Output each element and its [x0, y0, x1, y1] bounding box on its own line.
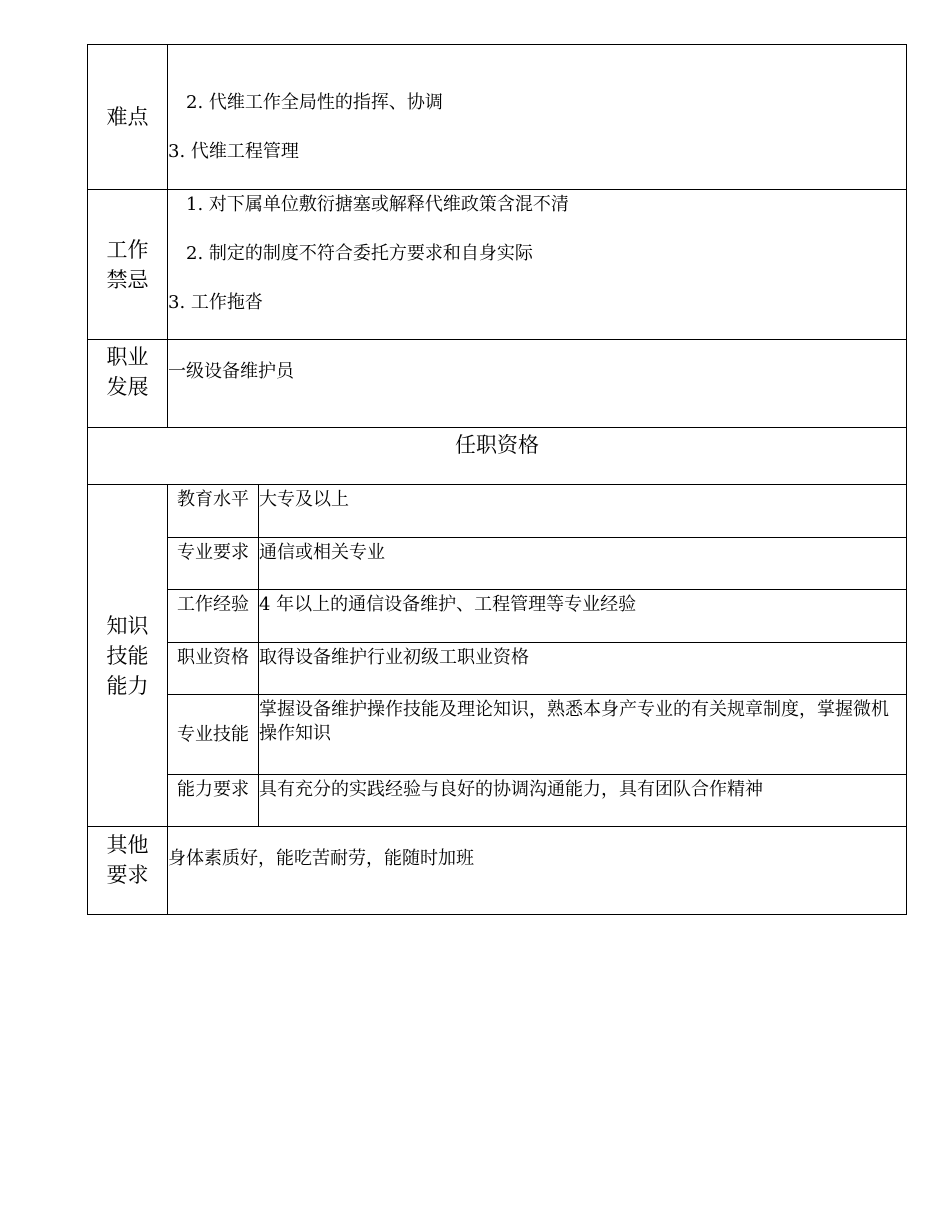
qualification-key: 职业资格 — [168, 643, 259, 695]
qualification-row — [88, 643, 907, 695]
qualification-value: 4 年以上的通信设备维护、工程管理等专业经验 — [259, 590, 907, 643]
qualifications-title: 任职资格 — [88, 428, 907, 485]
career-row — [88, 340, 907, 428]
qualification-row — [88, 538, 907, 590]
qualifications-title-row — [88, 428, 907, 485]
difficulty-label: 难点 — [88, 45, 168, 190]
qualification-row — [88, 590, 907, 643]
career-label: 职业发展 — [88, 340, 168, 428]
qualification-value: 取得设备维护行业初级工职业资格 — [259, 643, 907, 695]
qualification-value: 大专及以上 — [259, 485, 907, 538]
qualifications-group-label: 知识技能能力 — [88, 485, 168, 827]
other-label: 其他要求 — [88, 827, 168, 915]
qualification-key: 专业技能 — [168, 695, 259, 775]
qualification-value: 具有充分的实践经验与良好的协调沟通能力，具有团队合作精神 — [259, 775, 907, 827]
qualification-row — [88, 485, 907, 538]
taboos-content — [168, 190, 907, 340]
qualification-row — [88, 695, 907, 775]
qualification-key: 专业要求 — [168, 538, 259, 590]
difficulty-item: 3. 代维工程管理 — [168, 141, 299, 162]
qualification-key: 能力要求 — [168, 775, 259, 827]
career-content: 一级设备维护员 — [168, 340, 907, 428]
taboo-item: 1. 对下属单位敷衍搪塞或解释代维政策含混不清 — [186, 194, 569, 215]
qualification-key: 教育水平 — [168, 485, 259, 538]
taboo-item: 3. 工作拖沓 — [168, 292, 263, 313]
difficulty-item: 2. 代维工作全局性的指挥、协调 — [186, 92, 443, 113]
qualification-key: 工作经验 — [168, 590, 259, 643]
taboos-row — [88, 190, 907, 340]
qualification-value: 掌握设备维护操作技能及理论知识，熟悉本身产专业的有关规章制度，掌握微机操作知识 — [259, 695, 907, 775]
qualification-value: 通信或相关专业 — [259, 538, 907, 590]
job-description-table — [87, 44, 907, 915]
taboos-label: 工作禁忌 — [88, 190, 168, 340]
difficulty-content — [168, 45, 907, 190]
taboo-item: 2. 制定的制度不符合委托方要求和自身实际 — [186, 243, 533, 264]
difficulty-row — [88, 45, 907, 190]
other-content: 身体素质好，能吃苦耐劳，能随时加班 — [168, 827, 907, 915]
qualification-row — [88, 775, 907, 827]
other-row — [88, 827, 907, 915]
